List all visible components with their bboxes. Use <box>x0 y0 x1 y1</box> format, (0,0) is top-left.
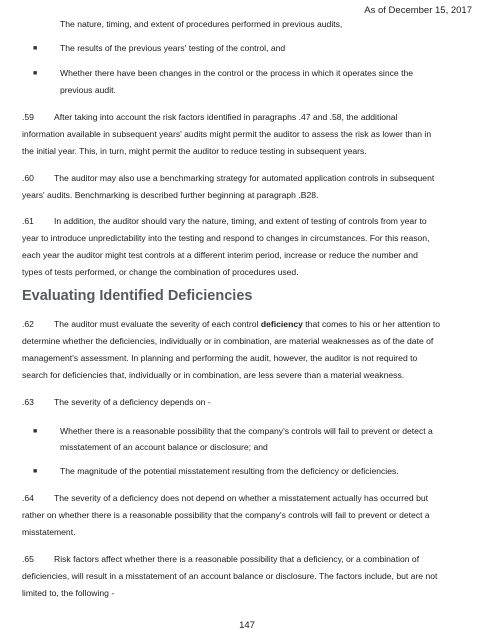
paragraph-64-line2: rather on whether there is a reasonable possibility that the company's controls will fail to prevent or detect a <box>22 510 430 520</box>
paragraph-number: .62 <box>22 319 34 329</box>
paragraph-60-line2: years' audits. Benchmarking is described further beginning at paragraph .B28. <box>22 190 319 200</box>
bullet-icon: ■ <box>33 468 38 475</box>
paragraph-60-line1 <box>22 171 434 186</box>
paragraph-number: .64 <box>22 493 34 503</box>
p63-bullet-1-line1: Whether there is a reasonable possibility that the company's controls will fail to prevent or detect a <box>60 426 433 436</box>
paragraph-65-line1 <box>22 552 419 567</box>
paragraph-text: The auditor must evaluate the severity of each control <box>54 319 261 329</box>
paragraph-62-line3: management's assessment. In planning and performing the audit, however, the auditor is not required to <box>22 353 418 363</box>
paragraph-text: The auditor may also use a benchmarking strategy for automated application controls in subsequent <box>54 173 435 183</box>
paragraph-text: After taking into account the risk factors identified in paragraphs .47 and .58, the additional <box>54 112 398 122</box>
paragraph-59-line1 <box>22 110 398 125</box>
intro-bullet-2-line2: previous audit. <box>60 85 116 95</box>
paragraph-text: In addition, the auditor should vary the nature, timing, and extent of testing of controls from year to <box>54 216 427 226</box>
paragraph-63-line1 <box>22 395 211 410</box>
paragraph-number: .60 <box>22 173 34 183</box>
paragraph-61-line2: year to introduce unpredictability into the testing and respond to changes in circumstances. For this reason, <box>22 233 430 243</box>
intro-bullet-2-line1: Whether there have been changes in the control or the process in which it operates since the <box>60 68 414 78</box>
paragraph-text: The severity of a deficiency does not depend on whether a misstatement actually has occurred but <box>54 493 429 503</box>
paragraph-text: Risk factors affect whether there is a reasonable possibility that a deficiency, or a combination of <box>54 554 420 564</box>
paragraph-65-line2: deficiencies, will result in a misstatement of an account balance or disclosure. The factors include, but are not <box>22 571 438 581</box>
section-heading: Evaluating Identified Deficiencies <box>22 288 253 304</box>
paragraph-61-line3: each year the auditor might test controls at a different interim period, increase or reduce the number and <box>22 250 418 260</box>
paragraph-number: .61 <box>22 216 34 226</box>
paragraph-number: .63 <box>22 397 34 407</box>
intro-continued-line: The nature, timing, and extent of procedures performed in previous audits, <box>60 19 343 29</box>
p63-bullet-1-line2: misstatement of an account balance or disclosure; and <box>60 442 268 452</box>
paragraph-text: The severity of a deficiency depends on - <box>54 397 211 407</box>
paragraph-62-line4: search for deficiencies that, individually or in combination, are less severe than a material weakness. <box>22 370 405 380</box>
header-date: As of December 15, 2017 <box>364 5 472 16</box>
bullet-icon: ■ <box>33 70 38 77</box>
bullet-icon: ■ <box>33 45 38 52</box>
paragraph-61-line4: types of tests performed, or change the combination of procedures used. <box>22 267 299 277</box>
paragraph-62-line2: determine whether the deficiencies, individually or in combination, are material weaknesses as of the date of <box>22 336 434 346</box>
paragraph-number: .59 <box>22 112 34 122</box>
paragraph-64-line3: misstatement. <box>22 527 76 537</box>
paragraph-61-line1 <box>22 214 427 229</box>
page-number: 147 <box>239 620 255 631</box>
paragraph-59-line3: the initial year. This, in turn, might permit the auditor to reduce testing in subsequent years. <box>22 146 367 156</box>
paragraph-number: .65 <box>22 554 34 564</box>
bullet-icon: ■ <box>33 428 38 435</box>
paragraph-65-line3: limited to, the following - <box>22 588 115 598</box>
paragraph-59-line2: information available in subsequent years' audits might permit the auditor to assess the risk as lower than in <box>22 129 432 139</box>
p63-bullet-2: The magnitude of the potential misstatement resulting from the deficiency or deficiencies. <box>60 466 399 476</box>
paragraph-text: that comes to his or her attention to <box>302 319 440 329</box>
intro-bullet-1: The results of the previous years' testing of the control, and <box>60 43 286 53</box>
paragraph-64-line1 <box>22 491 428 506</box>
paragraph-62-line1 <box>22 317 440 332</box>
defined-term: deficiency <box>260 319 303 329</box>
